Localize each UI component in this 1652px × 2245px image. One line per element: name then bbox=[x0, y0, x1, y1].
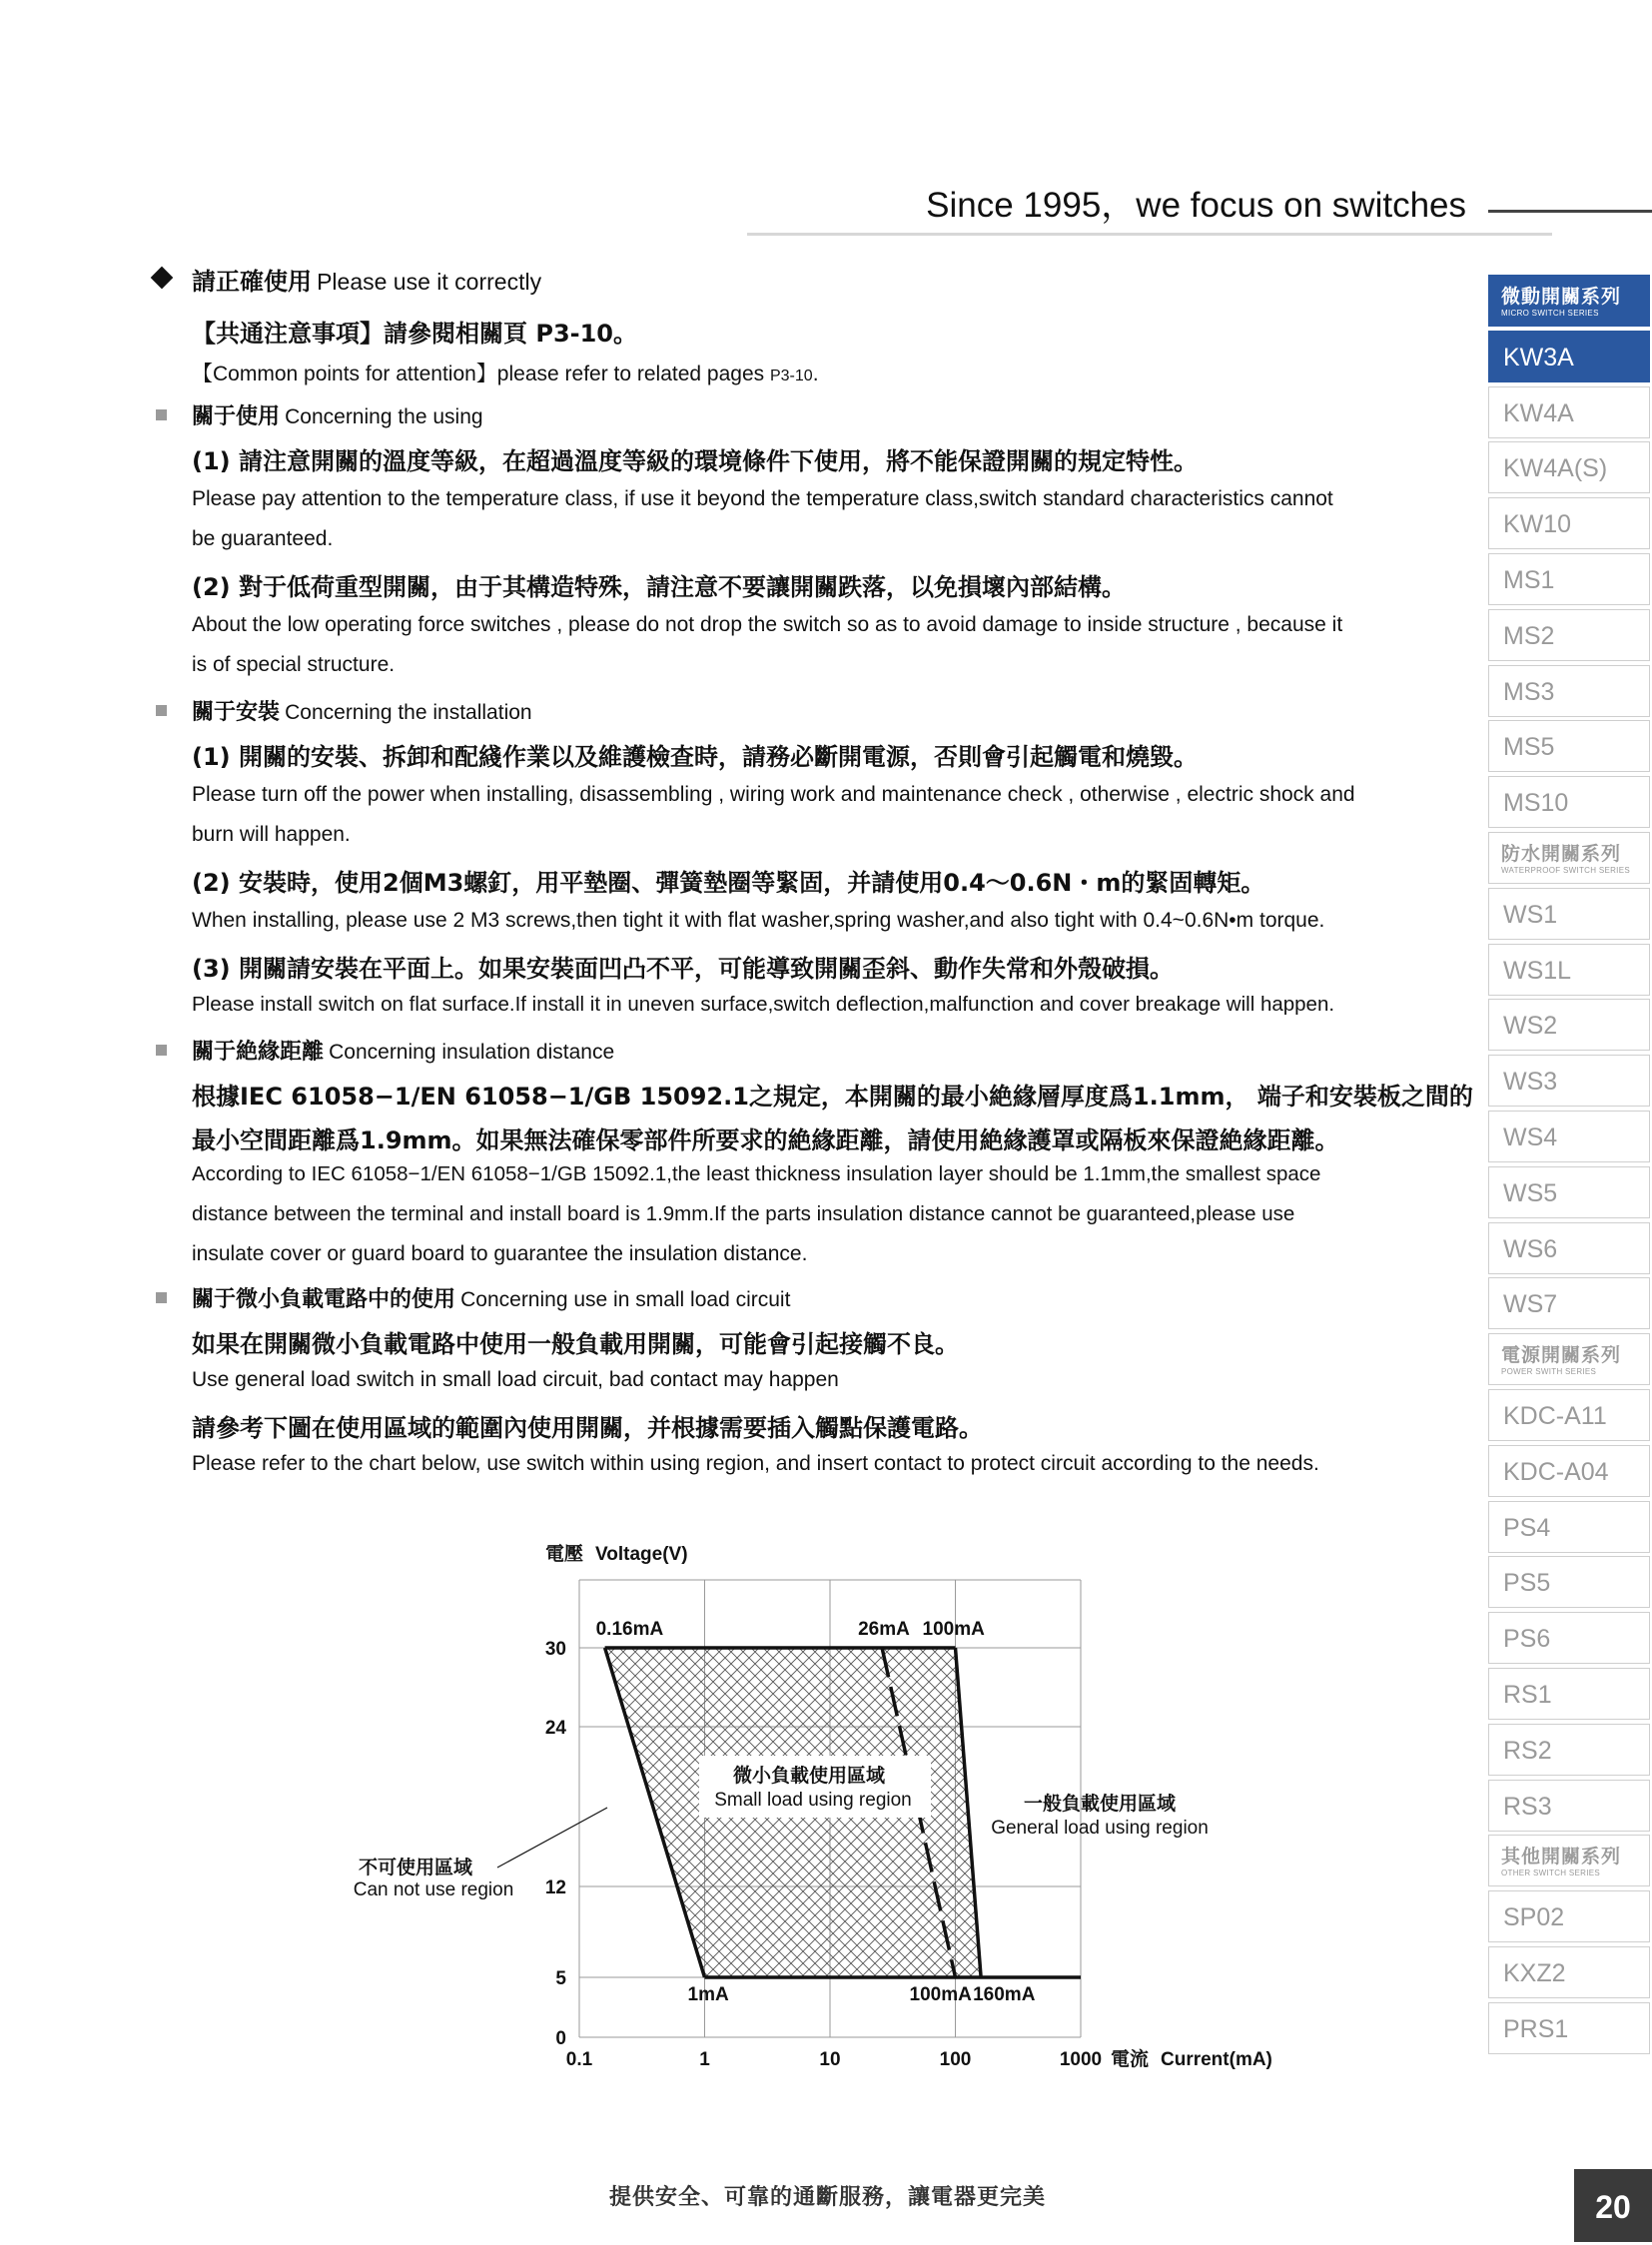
sidebar-category-subtitle: MICRO SWITCH SERIES bbox=[1501, 309, 1599, 318]
load-region-chart bbox=[330, 1538, 1288, 2077]
sidebar-item-kxz2[interactable]: KXZ2 bbox=[1488, 1946, 1650, 1998]
sidebar-category-title: 微動開關系列 bbox=[1501, 286, 1622, 308]
small-load-p2-en: Please refer to the chart below, use switch within using region, and insert contact to protect circuit according to the needs. bbox=[192, 1452, 1319, 1475]
annotation-26mA: 26mA bbox=[858, 1619, 910, 1640]
small-region-label-cn: 微小負載使用區域 bbox=[732, 1766, 886, 1787]
install-p3-cn: (3) 開關請安裝在平面上。如果安裝面凹凸不平，可能導致開關歪斜、動作失常和外殼破損。 bbox=[192, 955, 1174, 983]
common-points-period: . bbox=[812, 363, 819, 385]
footer-slogan: 提供安全、可靠的通斷服務，讓電器更完美 bbox=[609, 2185, 1047, 2210]
install-p2-en: When installing, please use 2 M3 screws,then tight it with flat washer,spring washer,and also tight with 0.4~0.6N•m torque. bbox=[192, 909, 1325, 932]
sidebar-item-kw4a[interactable]: KW4A bbox=[1488, 386, 1650, 438]
using-p1-en-a: Please pay attention to the temperature class, if use it beyond the temperature class,switch standard characteristics cannot bbox=[192, 487, 1333, 510]
x-axis-title-cn: 電流 bbox=[1111, 2049, 1150, 2070]
insulation-cn-b: 最小空間距離爲1.9mm。如果無法確保零部件所要求的絶緣距離，請使用絶緣護罩或隔板來保證絶緣距離。 bbox=[192, 1126, 1339, 1154]
insulation-en-c: insulate cover or guard board to guarantee the insulation distance. bbox=[192, 1242, 808, 1265]
sidebar-item-ms3[interactable]: MS3 bbox=[1488, 665, 1650, 717]
sidebar-item-ps4[interactable]: PS4 bbox=[1488, 1501, 1650, 1553]
sidebar-item-ms5[interactable]: MS5 bbox=[1488, 720, 1650, 772]
sidebar-item-kdc-a11[interactable]: KDC-A11 bbox=[1488, 1389, 1650, 1441]
chart-labels bbox=[354, 1542, 1272, 2070]
heading-install-cn: 關于安裝 bbox=[192, 700, 281, 725]
sidebar-item-kdc-a04[interactable]: KDC-A04 bbox=[1488, 1445, 1650, 1497]
header-rule bbox=[747, 233, 1552, 236]
annotation-160mA: 160mA bbox=[973, 1984, 1036, 2005]
section-title bbox=[150, 262, 541, 297]
sidebar-category-other[interactable] bbox=[1488, 1835, 1650, 1886]
heading-install-en: Concerning the installation bbox=[285, 701, 532, 724]
heading-small-load-cn: 關于微小負載電路中的使用 bbox=[192, 1287, 456, 1312]
common-points-page-ref: P3-10 bbox=[769, 368, 813, 384]
square-bullet-icon bbox=[156, 1045, 167, 1056]
insulation-en-a: According to IEC 61058−1/EN 61058−1/GB 15092.1,the least thickness insulation layer should be 1.1mm,the smallest space bbox=[192, 1162, 1321, 1185]
using-p1-en-b: be guaranteed. bbox=[192, 527, 334, 550]
x-tick-label: 100 bbox=[939, 2049, 972, 2070]
heading-using-cn: 關于使用 bbox=[192, 404, 281, 429]
sidebar-category-title: 防水開關系列 bbox=[1501, 843, 1622, 865]
heading-small-load bbox=[150, 1282, 790, 1313]
sidebar-item-kw4a-s-[interactable]: KW4A(S) bbox=[1488, 441, 1650, 493]
heading-using-en: Concerning the using bbox=[285, 405, 483, 428]
sidebar-item-kw10[interactable]: KW10 bbox=[1488, 497, 1650, 549]
heading-using bbox=[150, 399, 483, 430]
sidebar-item-kw3a[interactable]: KW3A bbox=[1488, 331, 1650, 382]
sidebar-category-title: 電源開關系列 bbox=[1501, 1344, 1622, 1367]
sidebar-category-water[interactable] bbox=[1488, 832, 1650, 884]
cannot-use-leader-line bbox=[497, 1808, 607, 1868]
sidebar-item-ws3[interactable]: WS3 bbox=[1488, 1055, 1650, 1107]
using-p2-en-b: is of special structure. bbox=[192, 653, 396, 676]
sidebar-item-ps6[interactable]: PS6 bbox=[1488, 1612, 1650, 1664]
y-tick-label: 30 bbox=[544, 1639, 566, 1660]
y-tick-label: 5 bbox=[555, 1968, 566, 1989]
common-points-en-text: 【Common points for attention】please refer to related pages bbox=[192, 363, 770, 385]
heading-install bbox=[150, 695, 532, 726]
sidebar-item-ms10[interactable]: MS10 bbox=[1488, 776, 1650, 828]
section-title-en: Please use it correctly bbox=[317, 269, 542, 295]
sidebar-category-micro[interactable] bbox=[1488, 275, 1650, 327]
x-axis-title-en: Current(mA) bbox=[1161, 2049, 1272, 2070]
sidebar-category-subtitle: WATERPROOF SWITCH SERIES bbox=[1501, 866, 1630, 875]
annotation-100mA-top: 100mA bbox=[922, 1619, 985, 1640]
y-tick-label: 0 bbox=[555, 2028, 566, 2049]
small-load-p1-cn: 如果在開關微小負載電路中使用一般負載用開關，可能會引起接觸不良。 bbox=[192, 1330, 959, 1358]
sidebar-item-ws7[interactable]: WS7 bbox=[1488, 1277, 1650, 1329]
install-p1-en-b: burn will happen. bbox=[192, 823, 351, 846]
x-tick-label: 10 bbox=[819, 2049, 841, 2070]
page-number: 20 bbox=[1574, 2169, 1652, 2242]
sidebar-item-rs1[interactable]: RS1 bbox=[1488, 1668, 1650, 1720]
sidebar-item-ws4[interactable]: WS4 bbox=[1488, 1111, 1650, 1162]
square-bullet-icon bbox=[156, 409, 167, 420]
small-load-p1-en: Use general load switch in small load circuit, bad contact may happen bbox=[192, 1368, 839, 1391]
small-load-p2-cn: 請參考下圖在使用區域的範圍內使用開關，并根據需要插入觸點保護電路。 bbox=[192, 1414, 983, 1442]
sidebar-item-rs3[interactable]: RS3 bbox=[1488, 1780, 1650, 1832]
square-bullet-icon bbox=[156, 1292, 167, 1303]
sidebar-item-ms2[interactable]: MS2 bbox=[1488, 609, 1650, 661]
sidebar-item-ps5[interactable]: PS5 bbox=[1488, 1556, 1650, 1608]
y-tick-label: 12 bbox=[544, 1877, 566, 1898]
sidebar-item-ws6[interactable]: WS6 bbox=[1488, 1222, 1650, 1274]
annotation-0.16mA: 0.16mA bbox=[595, 1619, 664, 1640]
heading-small-load-en: Concerning use in small load circuit bbox=[460, 1288, 791, 1311]
using-p1-cn: (1) 請注意開關的溫度等級，在超過溫度等級的環境條件下使用，將不能保證開關的規定特性。 bbox=[192, 447, 1198, 475]
heading-insulation-en: Concerning insulation distance bbox=[329, 1041, 615, 1064]
install-p1-cn: (1) 開關的安裝、拆卸和配綫作業以及維護檢查時，請務必斷開電源，否則會引起觸電和燒毀。 bbox=[192, 743, 1198, 771]
x-tick-label: 0.1 bbox=[565, 2049, 593, 2070]
cannot-use-label-en: Can not use region bbox=[353, 1879, 514, 1900]
sidebar-item-ws1[interactable]: WS1 bbox=[1488, 888, 1650, 940]
install-p2-cn: (2) 安裝時，使用2個M3螺釘，用平墊圈、彈簧墊圈等緊固，并請使用0.4～0.6N・m的緊固轉矩。 bbox=[192, 869, 1265, 897]
small-region-label-en: Small load using region bbox=[714, 1790, 912, 1811]
heading-insulation-cn: 關于絶緣距離 bbox=[192, 1040, 325, 1065]
common-points-cn: 【共通注意事項】請參閱相關頁 P3-10。 bbox=[192, 320, 638, 348]
y-tick-label: 24 bbox=[544, 1718, 566, 1739]
install-p1-en-a: Please turn off the power when installing, disassembling , wiring work and maintenance check , otherwise , electric shock and bbox=[192, 783, 1355, 806]
heading-insulation bbox=[150, 1035, 614, 1066]
general-region-label-en: General load using region bbox=[991, 1818, 1209, 1839]
annotation-100mA-bottom: 100mA bbox=[909, 1984, 972, 2005]
x-tick-label: 1 bbox=[699, 2049, 710, 2070]
sidebar-category-power[interactable] bbox=[1488, 1333, 1650, 1385]
cannot-use-label-cn: 不可使用區域 bbox=[358, 1858, 473, 1878]
common-points-en bbox=[192, 358, 819, 387]
header-rule-dark bbox=[1488, 210, 1652, 213]
install-p3-en: Please install switch on flat surface.If install it in uneven surface,switch deflection,malfunction and cover breakage will happen. bbox=[192, 993, 1335, 1016]
using-p2-cn: (2) 對于低荷重型開關，由于其構造特殊，請注意不要讓開關跌落，以免損壞內部結構。 bbox=[192, 573, 1126, 601]
sidebar-item-prs1[interactable]: PRS1 bbox=[1488, 2002, 1650, 2054]
sidebar-item-ws5[interactable]: WS5 bbox=[1488, 1166, 1650, 1218]
sidebar-item-rs2[interactable]: RS2 bbox=[1488, 1724, 1650, 1776]
square-bullet-icon bbox=[156, 705, 167, 716]
sidebar-category-subtitle: POWER SWITH SERIES bbox=[1501, 1367, 1597, 1377]
page-tagline: Since 1995，we focus on switches bbox=[926, 186, 1466, 225]
general-region-label-cn: 一般負載使用區域 bbox=[1023, 1794, 1177, 1815]
sidebar-category-title: 其他開關系列 bbox=[1501, 1846, 1622, 1869]
using-p2-en-a: About the low operating force switches , please do not drop the switch so as to avoid damage to inside structure , because it bbox=[192, 613, 1343, 636]
insulation-en-b: distance between the terminal and install board is 1.9mm.If the parts insulation distance cannot be guaranteed,please use bbox=[192, 1202, 1295, 1225]
insulation-cn-a: 根據IEC 61058−1/EN 61058−1/GB 15092.1之規定，本開關的最小絶緣層厚度爲1.1mm， 端子和安裝板之間的 bbox=[192, 1083, 1473, 1111]
chart-regions bbox=[605, 1648, 1081, 1977]
section-title-cn: 請正確使用 bbox=[192, 268, 312, 296]
sidebar-item-sp02[interactable]: SP02 bbox=[1488, 1890, 1650, 1942]
y-axis-title-en: Voltage(V) bbox=[595, 1544, 688, 1565]
y-axis-title-cn: 電壓 bbox=[545, 1544, 584, 1565]
sidebar-category-subtitle: OTHER SWITCH SERIES bbox=[1501, 1869, 1601, 1878]
x-tick-label: 1000 bbox=[1059, 2049, 1103, 2070]
sidebar-item-ms1[interactable]: MS1 bbox=[1488, 553, 1650, 605]
annotation-1mA: 1mA bbox=[687, 1984, 729, 2005]
diamond-bullet-icon bbox=[151, 267, 174, 290]
sidebar-item-ws2[interactable]: WS2 bbox=[1488, 999, 1650, 1051]
sidebar-item-ws1l[interactable]: WS1L bbox=[1488, 944, 1650, 996]
